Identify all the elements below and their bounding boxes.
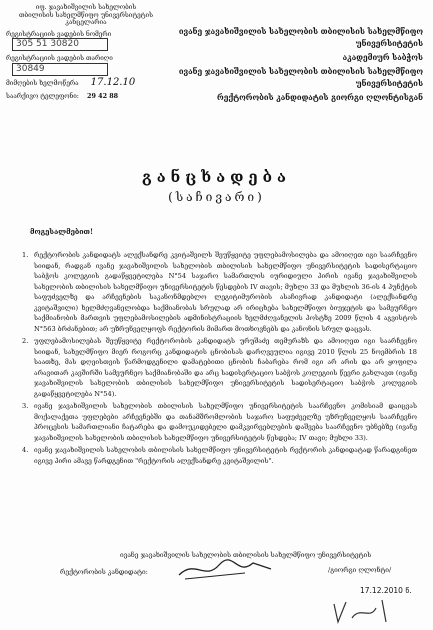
addressee-line-1: ივანე ჯავახიშვილის სახელობის თბილისის სახელმწიფო უნივერსიტეტის [178, 27, 423, 48]
footer-name: /გიორგი ღლონტი/ [328, 566, 392, 574]
list-item [22, 250, 417, 334]
addressee-block [153, 26, 423, 106]
item-text: ივანე ჯავახიშვილის სახელობის თბილისის სახელმწიფო უნივერსიტეტის საარჩევნო კომისიამ დაიცვას მოქალაქეთა უფლებები არჩევნებში და თანამშრომლობის საჯარო საფუძველზე უზრუნველყოს საარჩევნო პროცესის სამართლიანი ჩატარება და დამოუკიდებელი დამკვირვებლების დაშვება საარჩევნო უბნებზე (ივანე ჯავახიშვილის სახელობის თბილისის სახელმწიფო უნივერსიტეტის წესდება; IV თავი; მუხლი 33). [34, 402, 417, 442]
footer-university: ივანე ჯავახიშვილის სახელობის თბილისის სახელმწიფო უნივერსიტეტის [120, 551, 372, 559]
reg-date-label: რეგისტრაციის ვადების თარიღი [6, 54, 113, 63]
item-text: ივანე ჯავახიშვილის სახელობის თბილისის სახელმწიფო უნივერსიტეტის რექტორის კანდიდატად წარადგინეთ იგივე პირი ამავე წარდგენით "რექტორის ალექსანდრე კვიტაშვილის". [34, 446, 417, 465]
footer-date: 17.12.2010 წ. [360, 586, 412, 595]
candidate-signature [175, 555, 275, 583]
request-list [22, 250, 417, 468]
list-item [22, 401, 417, 443]
reg-date-value: 30849 [12, 63, 108, 76]
registration-stamp [6, 4, 166, 100]
item-number: 2. [22, 337, 29, 345]
addressee-line-3: ივანე ჯავახიშვილის სახელობის თბილისის სახელმწიფო უნივერსიტეტის [178, 67, 423, 88]
document-title: განცხადება [142, 168, 291, 186]
list-item [22, 445, 417, 466]
receiver-signature-label: მიმღების ხელმოწერა [6, 78, 79, 87]
greeting: მოგესალმებით! [30, 227, 94, 236]
item-text: უფლებამოსილებას შეუწყვიტე რექტორობის კანდიდატს ურუშაძე თემურაზს და ამოიღეთ იგი საარჩევნო სიიდან, სახელმწიფო მიერ როგორც კანდიდატის ცნობისას დარღვეულია იგივე 2010 წლის 25 ნოემბრის 18 საათზე, მას დღეისთვის წარმოდგენილი დამატებითი ცნობის ჩაბარება რომ იგი არ არის და არ ყოფილა არავითარ კავშირში სამეურნეო საქმიანობაში და არც სადისერტაციო საბჭოს კოლეგიის წევრი გახლავთ (ივანე ჯავახიშვილის სახელობის თბილისის სახელმწიფო უნივერსიტეტის სადისერტაციო საბჭოს კოლეგიის გადაწყვეტილება N°54). [34, 337, 417, 398]
handwritten-date: 17.12.10 [90, 76, 136, 88]
received-signature [330, 596, 410, 626]
archive-phone-value: 29 42 88 [87, 91, 119, 100]
item-text: რექტორობის კანდიდატს ალექსანდრე კვიტაშვილს შეუწყვიტე უფლებამოსილება და ამოიღეთ იგი საარჩევნო სიიდან, რადგან ივანე ჯავახიშვილის სახელობის თბილისის სახელმწიფო უნივერსიტეტის სადისერტაციო საბჭოს კოლეგიის გადაწყვეტილება N°54 საჯარო სამართლის იურიდიული პირის ივანე ჯავახიშვილის სახელობის თბილისის სახელმწიფო უნივერსიტეტის წესდების IV თავის; მუხლი 33 და მუხლის 36-ის 4 პუნქტის საფუძველზე და არჩევნების საკანონმდებლო ლეგიტიმურობის ასაჩივრად კანდიდატი (ალექსანდრე კვიტაშვილი) ხელმძღვანელობდა საქმიანობას სრულად არ ირიცხება სახელმწიფო ბიუჯეტის და სამეურნეო საქმიანობის მართვის უფლებამოსილების ადმინისტრაციის ხელმძღვანელის პოსტზე 2009 წლის 4 აგვისტოს N°563 ბრძანებით; არ უზრუნველყოფს რექტორის მიმართ მოთხოვნებს და კანონის სრულ დაცვას. [34, 251, 417, 333]
stamp-line-2: თბილისის სახელმწიფო უნივერსიტეტის [19, 10, 153, 19]
stamp-line-1: იფ. ჯავახიშვილის სახელობის [35, 3, 137, 11]
reg-number-value: 305 51 30820 [12, 38, 108, 51]
document-subtitle: (საჩივარი) [168, 190, 265, 204]
reg-number-label: რეგისტრაციის ვადების ნომერი [6, 29, 112, 38]
list-item [22, 336, 417, 399]
footer-role: რექტორობის კანდიდატი: [60, 568, 148, 576]
stamp-line-3: კანცელარია [65, 18, 107, 27]
addressee-line-4: რექტორობის კანდიდატის გიორგი ღლონტისგან [217, 93, 423, 102]
item-number: 4. [22, 446, 29, 454]
item-number: 1. [22, 251, 29, 259]
item-number: 3. [22, 402, 29, 410]
addressee-line-2: აკადემიურ საბჭოს [342, 53, 423, 62]
archive-phone-label: საარქივო ტელეფონი: [6, 91, 79, 100]
